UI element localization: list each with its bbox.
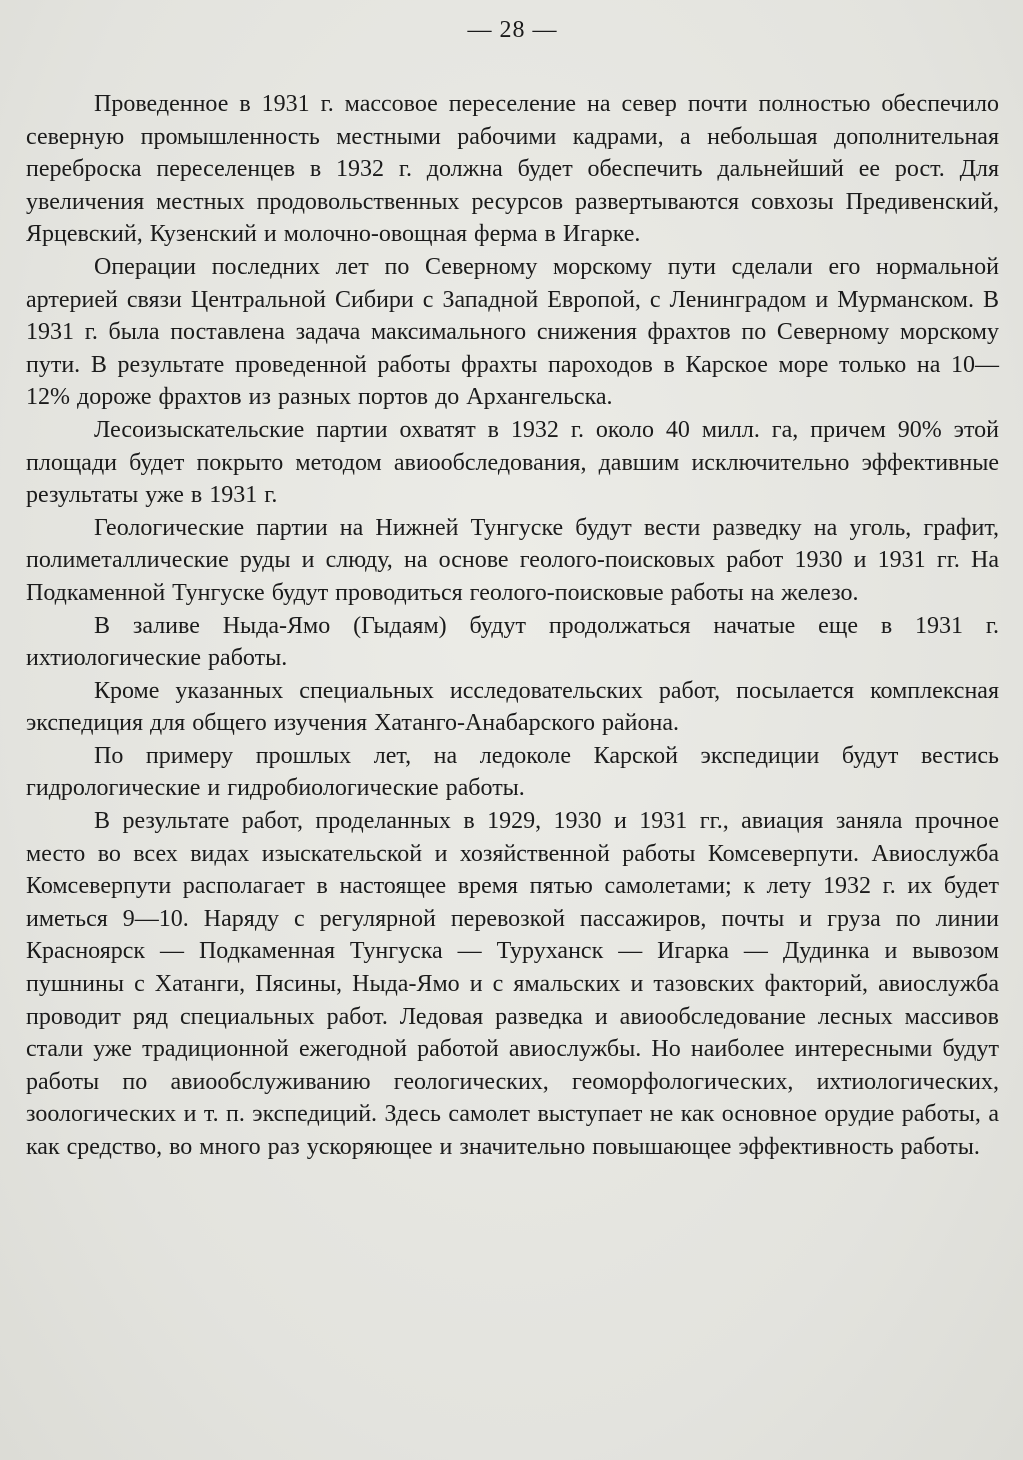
paragraph-forest-survey: Лесоизыскательские партии охватят в 1932 г. около 40 милл. га, причем 90% этой площади будет покрыто методом авиообследования, давшим исключительно эффективные результаты уже в 1931 г.: [26, 416, 999, 509]
paragraph-icebreaker-works: По примеру прошлых лет, на ледоколе Карской экспедиции будут вестись гидрологические и гидробиологические работы.: [26, 742, 999, 802]
paragraph-geological-parties: Геологические партии на Нижней Тунгуске будут вести разведку на уголь, графит, полиметаллические руды и слюду, на основе геолого-поисковых работ 1930 и 1931 гг. На Подкаменной Тунгуске будут проводиться геолого-поисковые работы на железо.: [26, 514, 999, 606]
page-number: — 28 —: [467, 17, 558, 43]
body-text: [26, 88, 999, 1164]
paragraph-northern-sea-route: Операции последних лет по Северному морскому пути сделали его нормальной артерией связи Центральной Сибири с Западной Европой, с Ленинградом и Мурманском. В 1931 г. была поставлена задача максимального снижения фрахтов по Северному морскому пути. В результате проведенной работы фрахты пароходов в Карское море только на 10—12% дороже фрахтов из разных портов до Архангельска.: [26, 253, 999, 411]
paragraph-complex-expedition: Кроме указанных специальных исследовательских работ, посылается комплексная экспедиция для общего изучения Хатанго-Анабарского района.: [26, 677, 999, 737]
paragraph-resettlement: Проведенное в 1931 г. массовое переселение на север почти полностью обеспечило северную промышленность местными рабочими кадрами, а небольшая дополнительная переброска переселенцев в 1932 г. должна будет обеспечить дальнейший ее рост. Для увеличения местных продовольственных ресурсов развертываются совхозы Предивенский, Ярцевский, Кузенский и молочно-овощная ферма в Игарке.: [26, 91, 999, 248]
paragraph-nyda-yamo-bay: В заливе Ныда-Ямо (Гыдаям) будут продолжаться начатые еще в 1931 г. ихтиологические работы.: [26, 612, 999, 672]
paragraph-aviation: В результате работ, проделанных в 1929, 1930 и 1931 гг., авиация заняла прочное место во всех видах изыскательской и хозяйственной работы Комсеверпути. Авиослужба Комсеверпути располагает в настоящее время пятью самолетами; к лету 1932 г. их будет иметься 9—10. Наряду с регулярной перевозкой пассажиров, почты и груза по линии Красноярск — Подкаменная Тунгуска — Туруханск — Игарка — Дудинка и вывозом пушнины с Хатанги, Пясины, Ныда-Ямо и с ямальских и тазовских факторий, авиослужба проводит ряд специальных работ. Ледовая разведка и авиообследование лесных массивов стали уже традиционной ежегодной работой авиослужбы. Но наиболее интересными будут работы по авиообслуживанию геологических, геоморфологических, ихтиологических, зоологических и т. п. экспедиций. Здесь самолет выступает не как основное орудие работы, а как средство, во много раз ускоряющее и значительно повышающее эффективность работы.: [26, 808, 999, 1160]
